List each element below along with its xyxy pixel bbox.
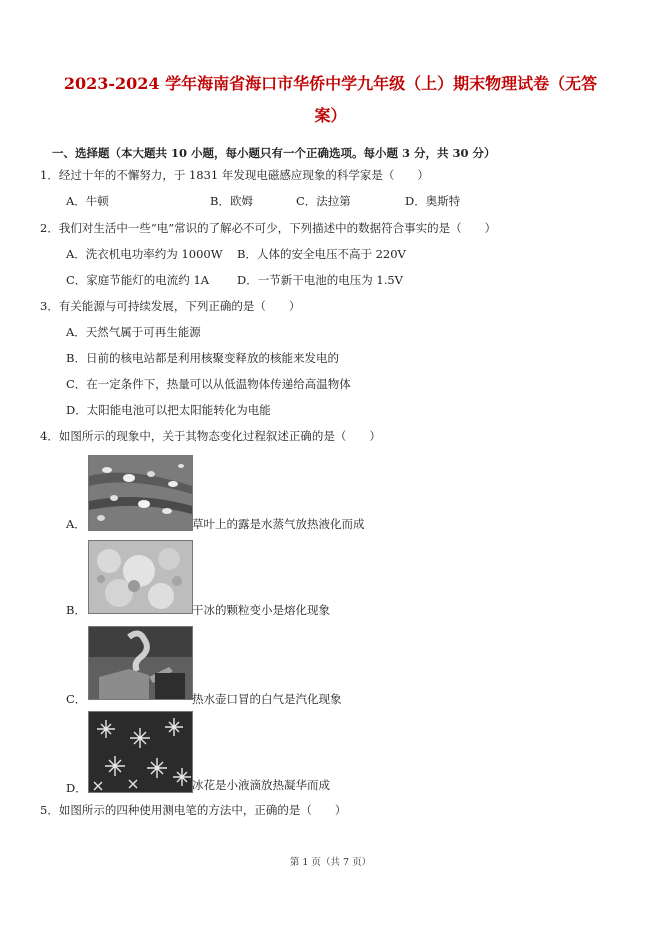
q4-option-c-letter: C． xyxy=(66,692,87,706)
q1-option-d: D．奥斯特 xyxy=(405,194,461,208)
q1-option-b: B．欧姆 xyxy=(210,194,253,208)
page-footer: 第 1 页（共 7 页） xyxy=(289,857,372,868)
q2-option-a: A．洗衣机电功率约为 1000W xyxy=(66,247,223,261)
q1-option-c: C．法拉第 xyxy=(296,194,351,208)
q3-option-c: C．在一定条件下，热量可以从低温物体传递给高温物体 xyxy=(66,377,351,391)
q2-option-b: B．人体的安全电压不高于 220V xyxy=(237,247,406,261)
question-2-stem: 2．我们对生活中一些“电”常识的了解必不可少，下列描述中的数据符合事实的是（ ） xyxy=(40,221,497,235)
question-4-stem: 4．如图所示的现象中，关于其物态变化过程叙述正确的是（ ） xyxy=(40,429,381,443)
q4-option-d-letter: D． xyxy=(66,781,87,795)
q2-option-d: D．一节新干电池的电压为 1.5V xyxy=(237,273,403,287)
question-1-stem: 1．经过十年的不懈努力，于 1831 年发现电磁感应现象的科学家是（ ） xyxy=(40,168,429,182)
question-5-stem: 5．如图所示的四种使用测电笔的方法中，正确的是（ ） xyxy=(40,803,347,817)
q3-option-a: A．天然气属于可再生能源 xyxy=(66,325,201,339)
q1-option-a: A．牛顿 xyxy=(66,194,109,208)
question-3-stem: 3．有关能源与可持续发展，下列正确的是（ ） xyxy=(40,299,301,313)
q4-option-a-text: 草叶上的露是水蒸气放热液化而成 xyxy=(192,517,365,531)
q4-option-d-text: 冰花是小液滴放热凝华而成 xyxy=(192,778,330,792)
dew-on-grass-image xyxy=(88,455,193,531)
exam-title-line2: 案） xyxy=(314,106,347,125)
q4-option-a-letter: A． xyxy=(66,517,86,531)
q3-option-b: B．日前的核电站都是利用核聚变释放的核能来发电的 xyxy=(66,351,339,365)
q4-option-b-text: 干冰的颗粒变小是熔化现象 xyxy=(192,603,330,617)
q4-option-b-letter: B． xyxy=(66,603,86,617)
dry-ice-image xyxy=(88,540,193,614)
frost-flowers-image xyxy=(88,711,193,793)
q3-option-d: D．太阳能电池可以把太阳能转化为电能 xyxy=(66,403,271,417)
q4-option-c-text: 热水壶口冒的白气是汽化现象 xyxy=(192,692,342,706)
kettle-steam-image xyxy=(88,626,193,700)
exam-title-line1: 2023-2024 学年海南省海口市华侨中学九年级（上）期末物理试卷（无答 xyxy=(63,74,598,93)
section-heading: 一、选择题（本大题共 10 小题，每小题只有一个正确选项。每小题 3 分，共 30 分） xyxy=(52,146,496,160)
q2-option-c: C．家庭节能灯的电流约 1A xyxy=(66,273,210,287)
